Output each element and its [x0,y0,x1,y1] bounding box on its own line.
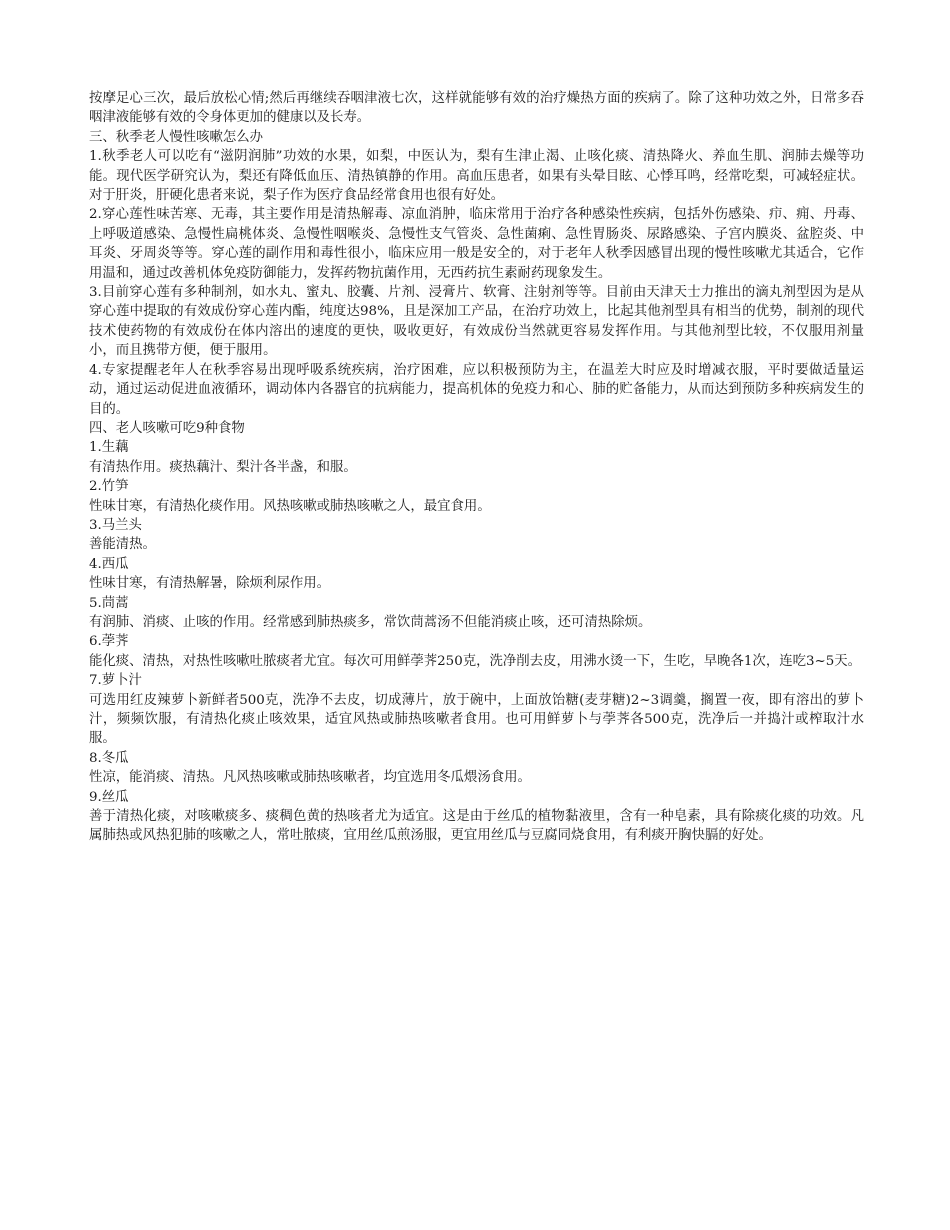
section-3-paragraph: 1.秋季老人可以吃有“滋阴润肺”功效的水果，如梨，中医认为，梨有生津止渴、止咳化痰、清热降火、养血生肌、润肺去燥等功能。现代医学研究认为，梨还有降低血压、清热镇静的作用。高血压患者，如果有头晕目眩、心悸耳鸣，经常吃梨，可减轻症状。对于肝炎，肝硬化患者来说，梨子作为医疗食品经常食用也很有好处。 [89,149,864,204]
food-item-description: 性味甘寒，有清热解暑，除烦利尿作用。 [89,576,331,592]
food-item-title: 1.生藕 [89,440,129,456]
food-item-title: 5.茼蒿 [89,595,129,611]
section-4-title: 四、老人咳嗽可吃9种食物 [89,420,245,436]
food-item-description: 善能清热。 [89,537,156,553]
food-item-description: 有润肺、消痰、止咳的作用。经常感到肺热痰多，常饮茼蒿汤不但能消痰止咳，还可清热除烦。 [89,614,652,630]
food-item-description: 性凉，能消痰、清热。凡风热咳嗽或肺热咳嗽者，均宜选用冬瓜煨汤食用。 [89,770,531,786]
food-item-title: 7.萝卜汁 [89,673,142,689]
food-item-title: 6.荸荠 [89,634,129,650]
food-item-title: 3.马兰头 [89,517,142,533]
food-item-description: 可选用红皮辣萝卜新鲜者500克，洗净不去皮，切成薄片，放于碗中，上面放饴糖(麦芽糖)2~3调羹，搁置一夜，即有溶出的萝卜汁，频频饮服，有清热化痰止咳效果，适宜风热或肺热咳嗽者食用。也可用鲜萝卜与荸荠各500克，洗净后一并捣汁或榨取汁水服。 [89,692,864,747]
food-item-description: 性味甘寒，有清热化痰作用。风热咳嗽或肺热咳嗽之人，最宜食用。 [89,498,491,514]
food-item-title: 8.冬瓜 [89,750,129,766]
food-item-title: 2.竹笋 [89,479,129,495]
food-item-description: 有清热作用。痰热藕汁、梨汁各半盏，和服。 [89,459,357,475]
food-item-title: 9.丝瓜 [89,789,129,805]
food-item-title: 4.西瓜 [89,556,129,572]
section-3-paragraph: 3.目前穿心莲有多种制剂，如水丸、蜜丸、胶囊、片剂、浸膏片、软膏、注射剂等等。目前由天津天士力推出的滴丸剂型因为是从穿心莲中提取的有效成份穿心莲内酯，纯度达98%，且是深加工产品，在治疗功效上，比起其他剂型具有相当的优势，制剂的现代技术使药物的有效成份在体内溶出的速度的更快，吸收更好，有效成份当然就更容易发挥作用。与其他剂型比较，不仅服用剂量小，而且携带方便，便于服用。 [89,285,864,359]
section-3-paragraph: 2.穿心莲性味苦寒、无毒，其主要作用是清热解毒、凉血消肿，临床常用于治疗各种感染性疾病，包括外伤感染、疖、痈、丹毒、上呼吸道感染、急慢性扁桃体炎、急慢性咽喉炎、急慢性支气管炎、急性菌痢、急性胃肠炎、尿路感染、子宫内膜炎、盆腔炎、中耳炎、牙周炎等等。穿心莲的副作用和毒性很小，临床应用一般是安全的，对于老年人秋季因感冒出现的慢性咳嗽尤其适合，它作用温和，通过改善机体免疫防御能力，发挥药物抗菌作用，无西药抗生素耐药现象发生。 [89,207,864,281]
section-3-paragraph: 4.专家提醒老年人在秋季容易出现呼吸系统疾病，治疗困难，应以积极预防为主，在温差大时应及时增减衣服，平时要做适量运动，通过运动促进血液循环，调动体内各器官的抗病能力，提高机体的免疫力和心、肺的贮备能力，从而达到预防多种疾病发生的目的。 [89,362,864,417]
food-item-description: 善于清热化痰，对咳嗽痰多、痰稠色黄的热咳者尤为适宜。这是由于丝瓜的植物黏液里，含有一种皂素，具有除痰化痰的功效。凡属肺热或风热犯肺的咳嗽之人，常吐脓痰，宜用丝瓜煎汤服，更宜用丝瓜与豆腐同烧食用，有利痰开胸快膈的好处。 [89,809,864,844]
intro-paragraph: 按摩足心三次，最后放松心情;然后再继续吞咽津液七次，这样就能够有效的治疗燥热方面的疾病了。除了这种功效之外，日常多吞咽津液能够有效的令身体更加的健康以及长寿。 [89,91,864,126]
document-page [89,89,864,846]
food-item-description: 能化痰、清热，对热性咳嗽吐脓痰者尤宜。每次可用鲜荸荠250克，洗净削去皮，用沸水烫一下，生吃，早晚各1次，连吃3~5天。 [89,653,862,669]
section-3-title: 三、秋季老人慢性咳嗽怎么办 [89,129,264,145]
